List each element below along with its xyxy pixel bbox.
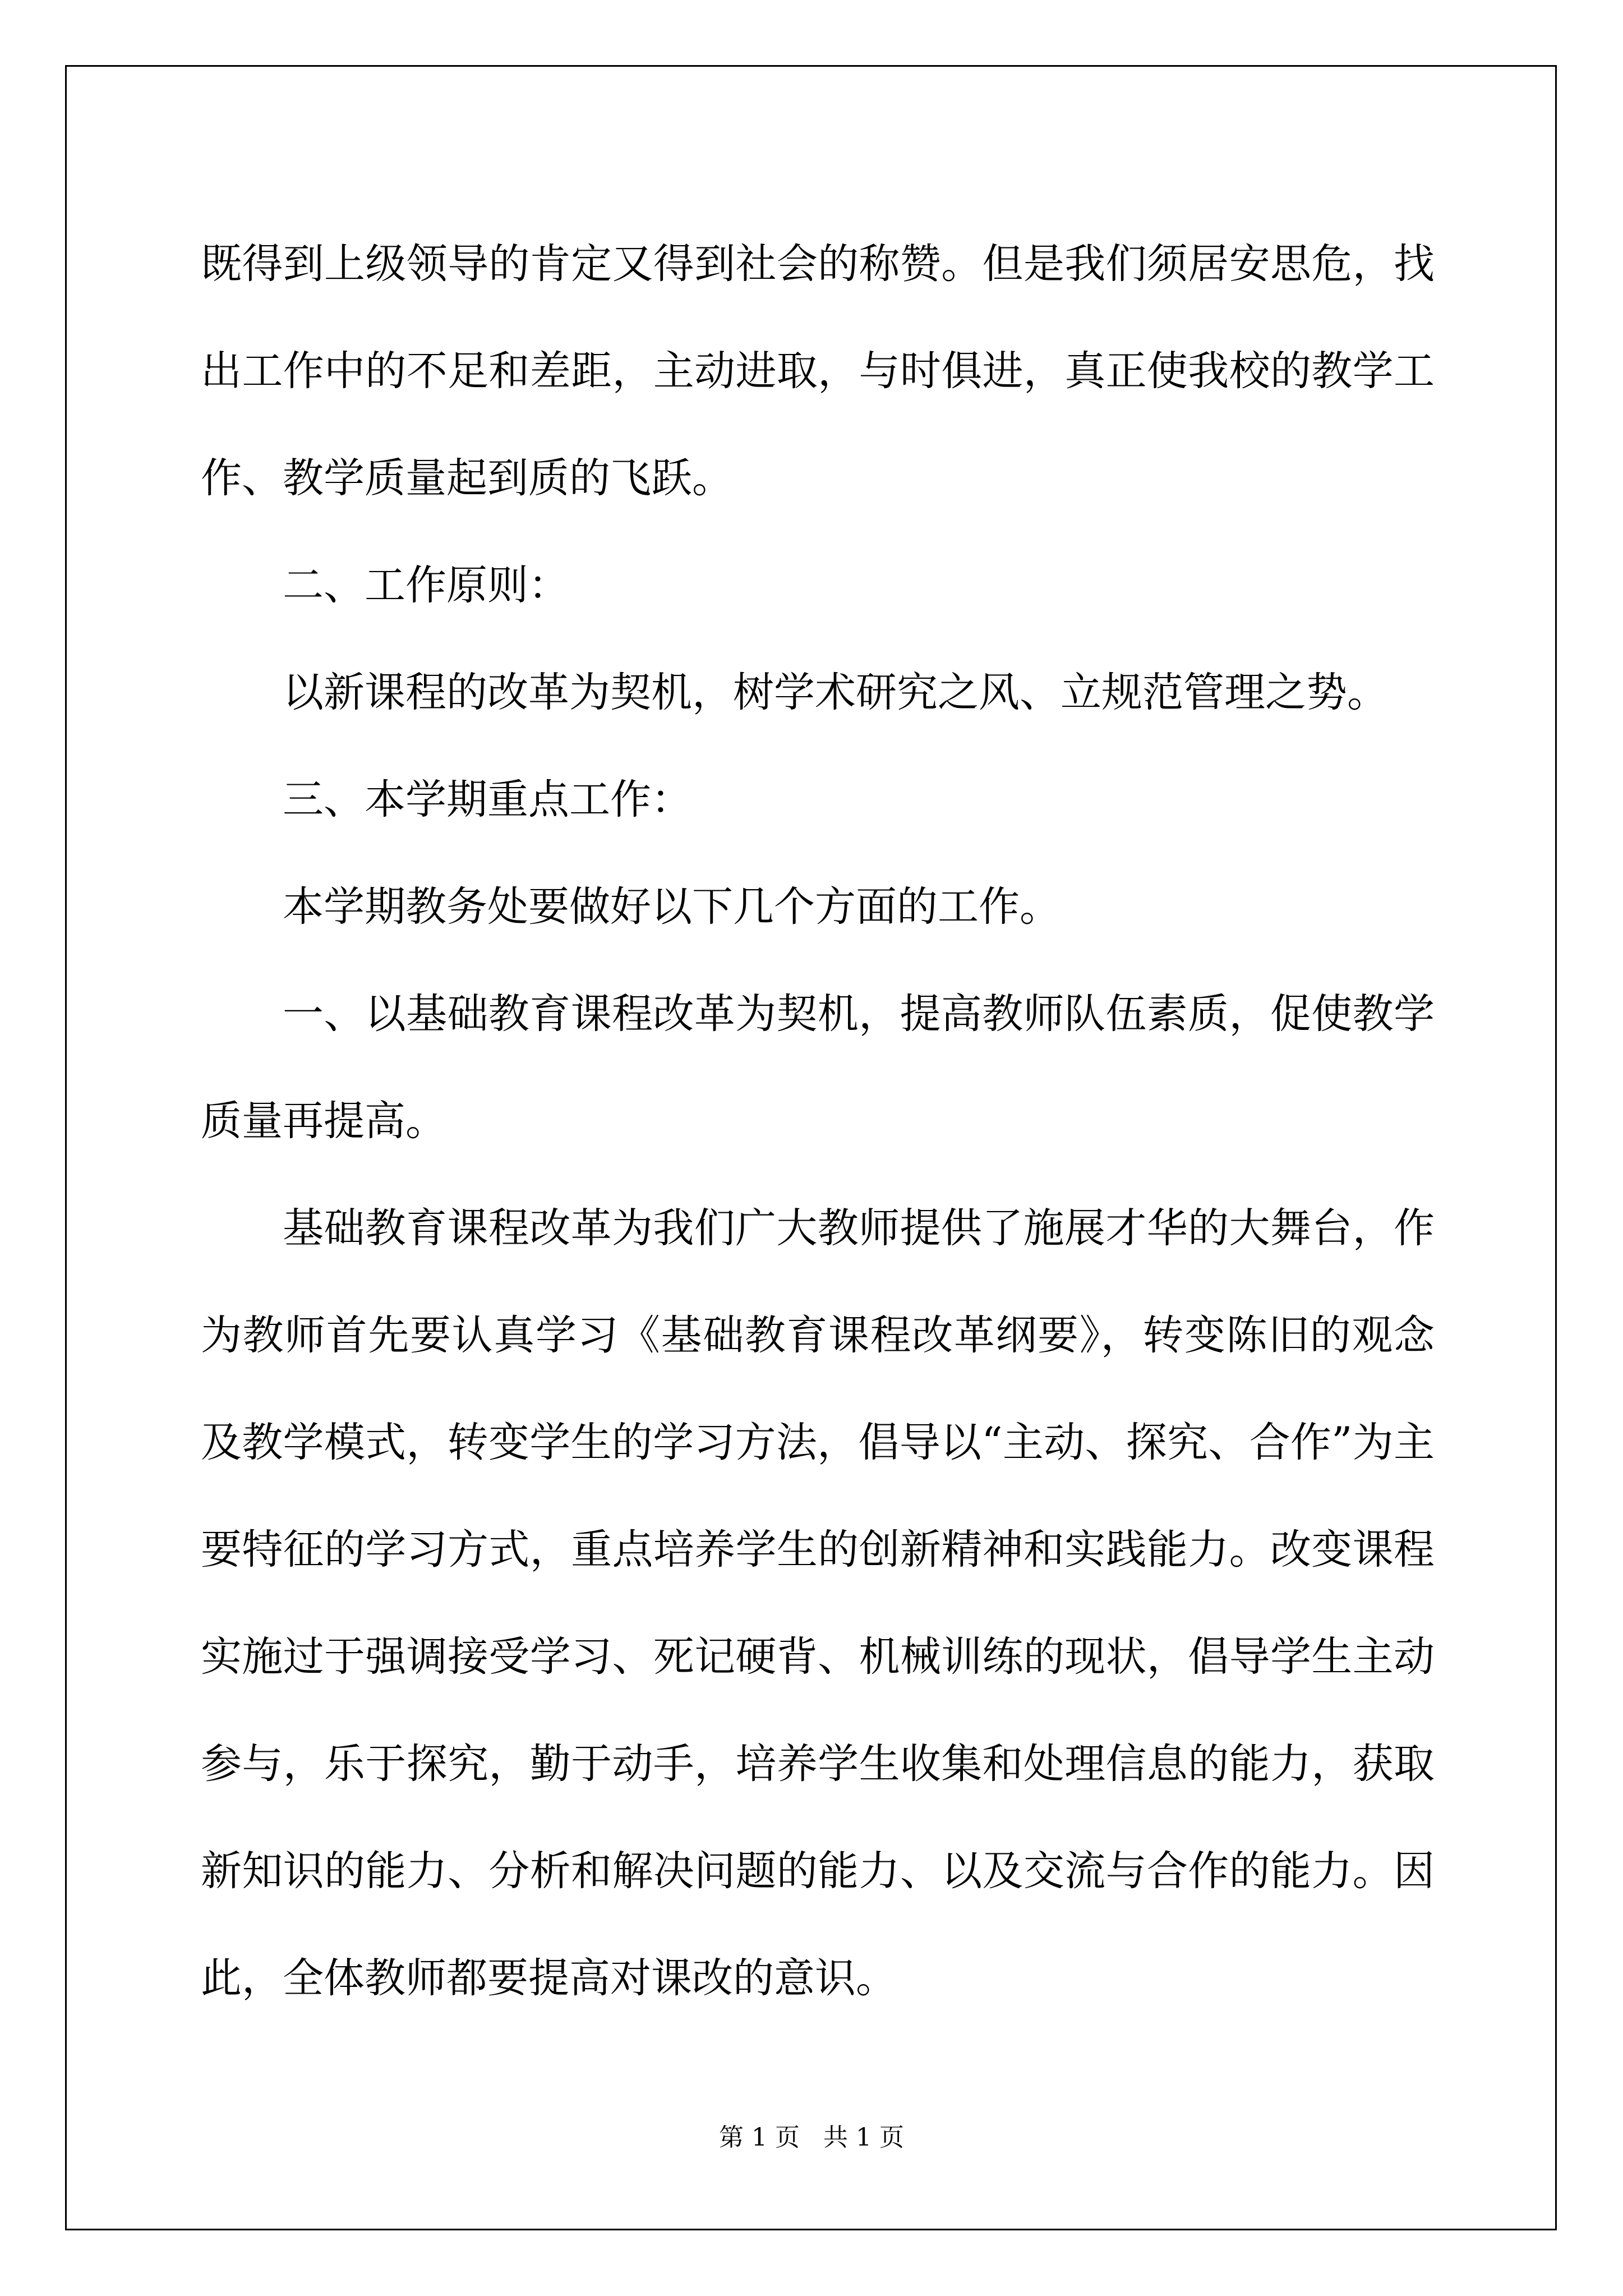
document-body [201,210,1435,2032]
paragraph-1: 既得到上级领导的肯定又得到社会的称赞。但是我们须居安思危，找出工作中的不足和差距，主动进取，与时俱进，真正使我校的教学工作、教学质量起到质的飞跃。 [201,240,1435,502]
page-footer: 第 1 页 共 1 页 [719,2123,904,2152]
paragraph-2: 以新课程的改革为契机，树学术研究之风、立规范管理之势。 [283,669,1388,716]
paragraph-5: 基础教育课程改革为我们广大教师提供了施展才华的大舞台，作为教师首先要认真学习《基础教育课程改革纲要》，转变陈旧的观念及教学模式，转变学生的学习方法，倡导以“主动、探究、合作”为主要特征的学习方式，重点培养学生的创新精神和实践能力。改变课程实施过于强调接受学习、死记硬背、机械训练的现状，倡导学生主动参与，乐于探究，勤于动手，培养学生收集和处理信息的能力，获取新知识的能力、分析和解决问题的能力、以及交流与合作的能力。因此，全体教师都要提高对课改的意识。 [201,1204,1435,2002]
section-heading-principles: 二、工作原则： [283,562,569,609]
paragraph-4: 一、以基础教育课程改革为契机，提高教师队伍素质，促使教学质量再提高。 [201,990,1435,1145]
section-heading-key-work: 三、本学期重点工作： [283,776,692,823]
paragraph-3: 本学期教务处要做好以下几个方面的工作。 [283,883,1061,931]
